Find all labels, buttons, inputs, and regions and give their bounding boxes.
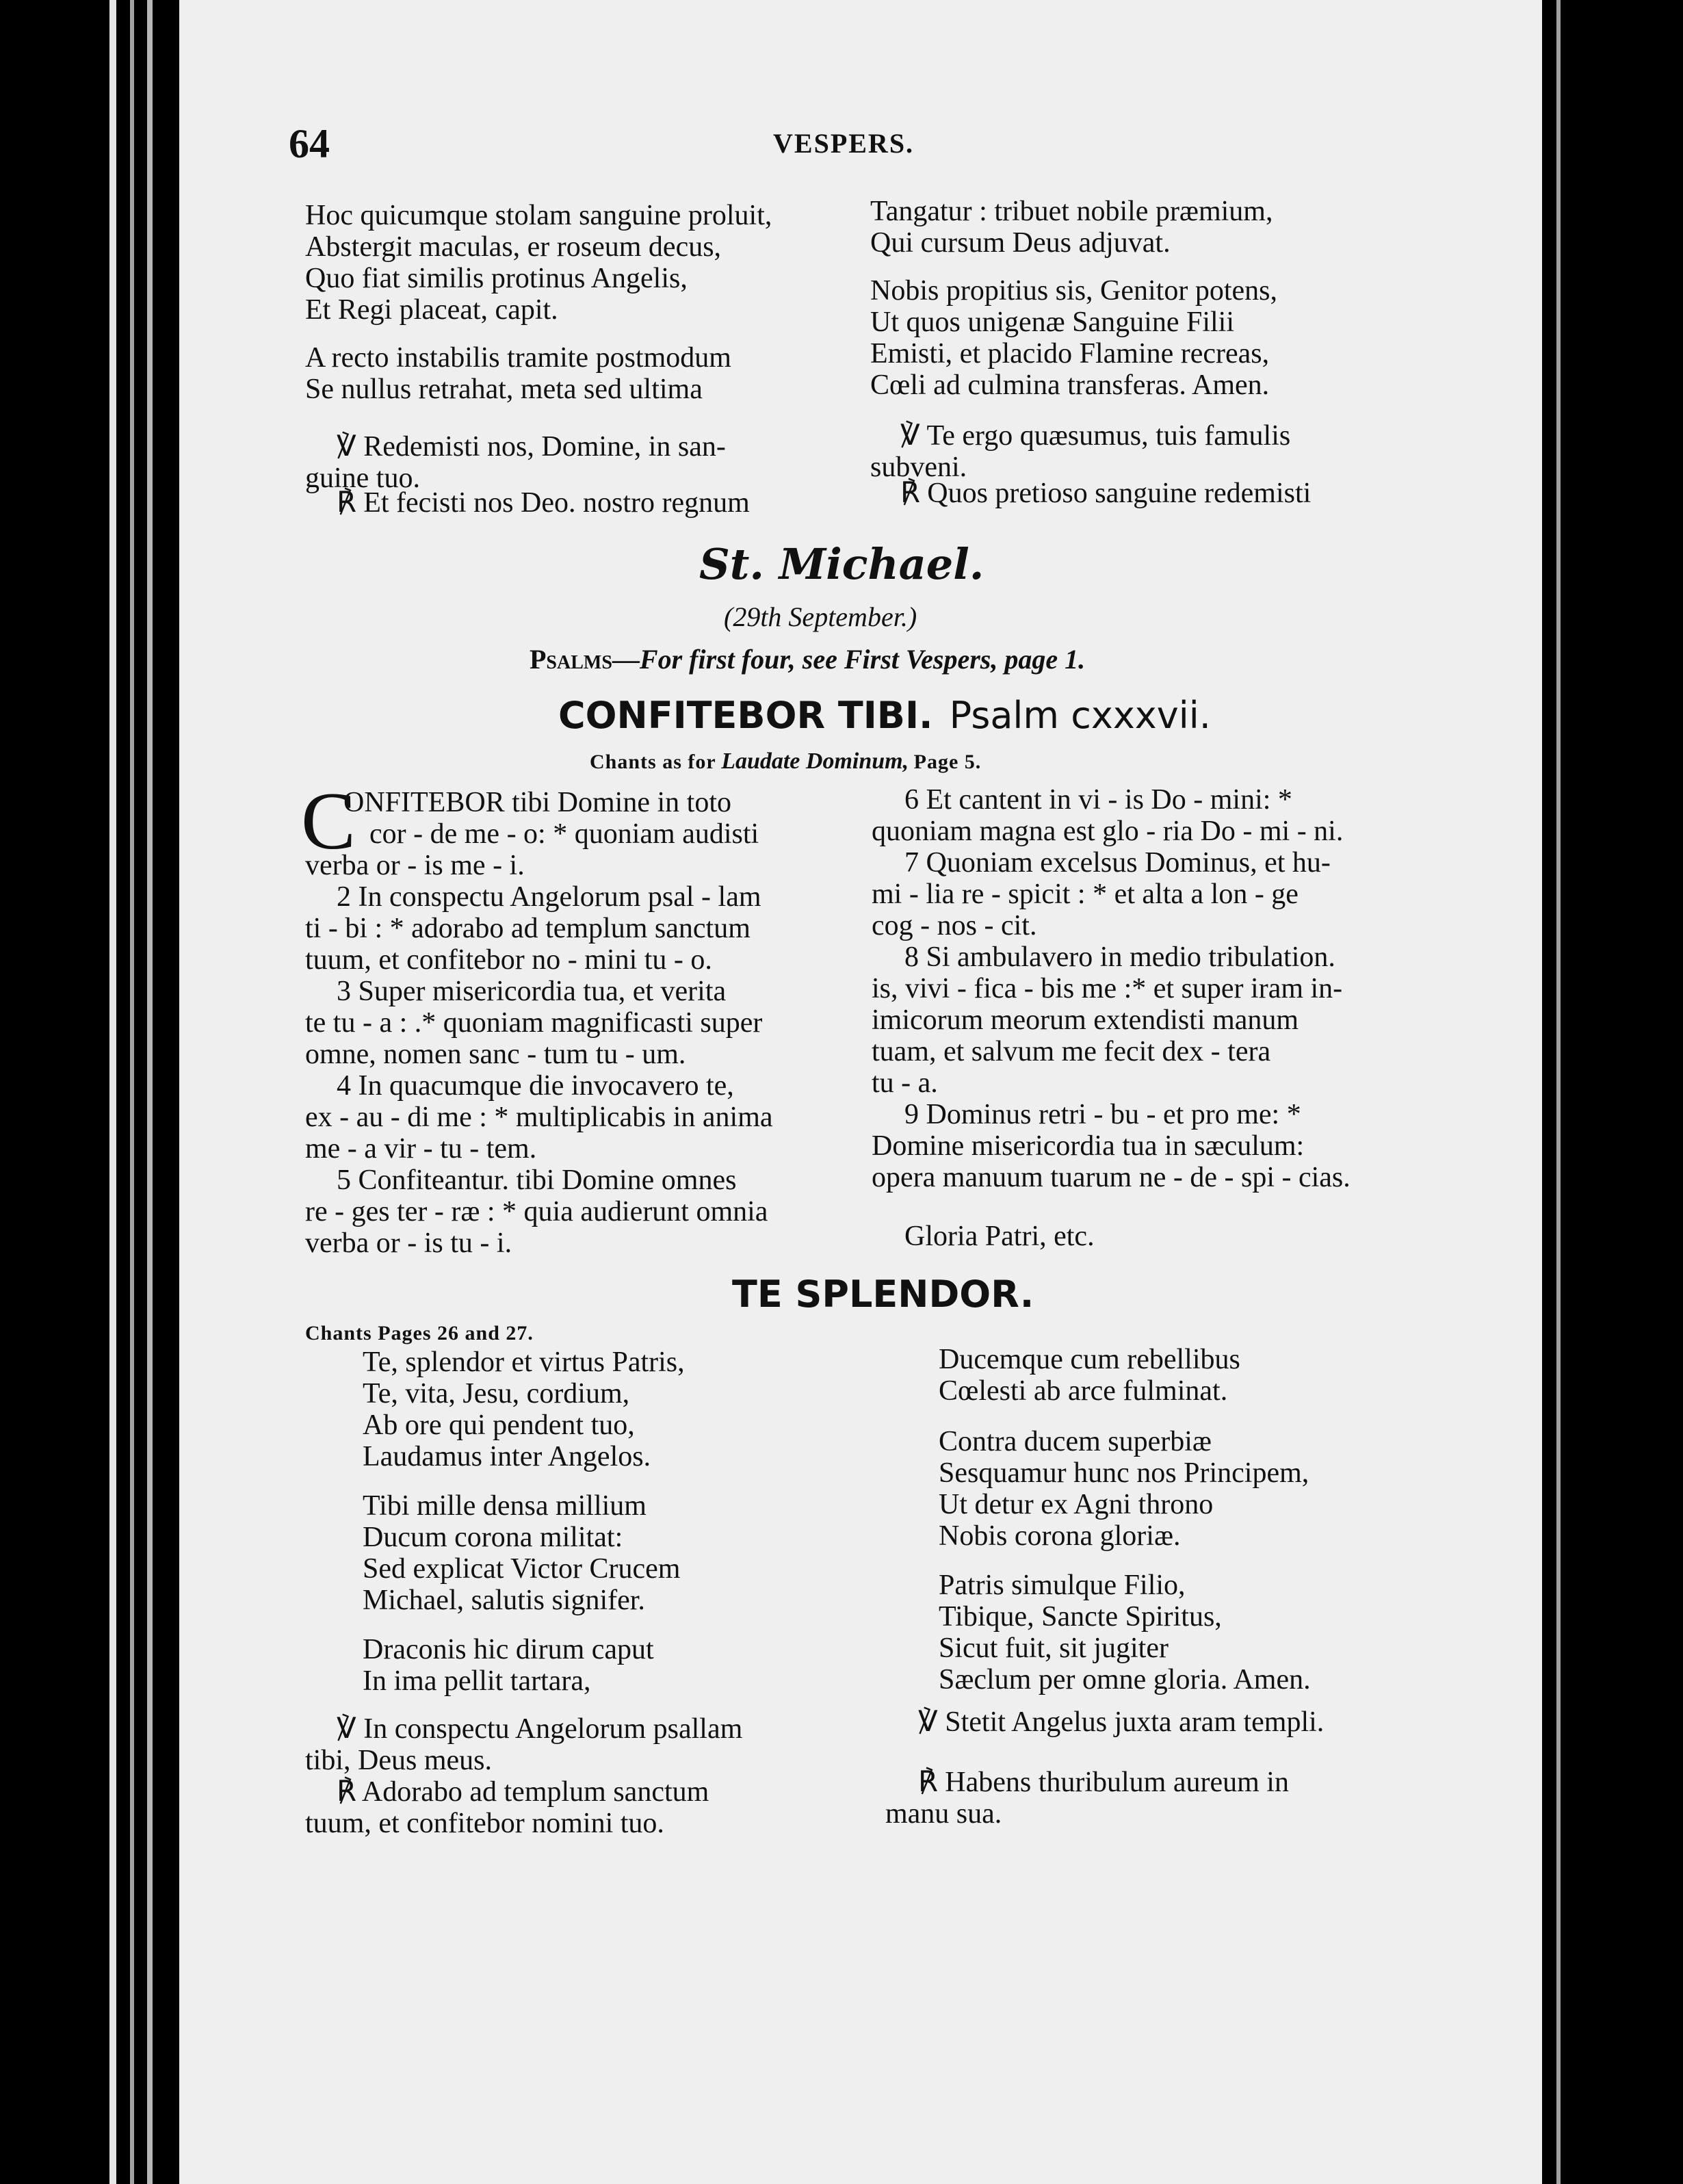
versicle-line: ℟ Quos pretioso sanguine redemisti <box>900 478 1312 509</box>
hymn-line: Tibique, Sancte Spiritus, <box>939 1601 1222 1633</box>
feast-date: (29th September.) <box>724 601 917 632</box>
psalm-line: cog - nos - cit. <box>872 910 1037 941</box>
psalm-heading: CONFITEBOR TIBI. <box>558 694 933 737</box>
psalm-line: 6 Et cantent in vi - is Do - mini: * <box>904 784 1292 816</box>
hymn-line: Sed explicat Victor Crucem <box>363 1553 681 1585</box>
psalm-heading-row <box>558 694 1211 737</box>
verse-line: Cœli ad culmina transferas. Amen. <box>870 369 1270 401</box>
hymn-chants-note: Chants Pages 26 and 27. <box>305 1322 534 1344</box>
page-edge-strip <box>1556 0 1561 2184</box>
psalm-line: opera manuum tuarum ne - de - spi - cias. <box>872 1162 1351 1193</box>
psalm-line: 2 In conspectu Angelorum psal - lam <box>337 881 761 913</box>
psalm-line: 3 Super misericordia tua, et verita <box>337 976 727 1007</box>
chants-page: Page 5. <box>913 751 982 773</box>
psalm-line: verba or - is me - i. <box>305 850 525 881</box>
hymn-line: Sicut fuit, sit jugiter <box>939 1633 1169 1664</box>
psalm-line: verba or - is tu - i. <box>305 1227 512 1259</box>
psalm-number: Psalm cxxxvii. <box>949 694 1211 737</box>
hymn-line: Te, splendor et virtus Patris, <box>363 1347 685 1378</box>
versicle-line: ℣ Te ergo quæsumus, tuis famulis <box>900 420 1291 452</box>
psalm-line: 7 Quoniam excelsus Dominus, et hu- <box>904 847 1331 879</box>
hymn-line: Sæclum per omne gloria. Amen. <box>939 1664 1311 1695</box>
verse-line: Abstergit maculas, er roseum decus, <box>305 231 722 263</box>
psalm-line: mi - lia re - spicit : * et alta a lon - ge <box>872 879 1299 910</box>
psalms-note-text: For first four, see First Vespers, page 1. <box>639 644 1086 675</box>
running-title: VESPERS. <box>773 128 915 159</box>
psalm-line: tuum, et confitebor no - mini tu - o. <box>305 944 712 976</box>
verse-line: Quo fiat similis protinus Angelis, <box>305 263 688 294</box>
psalm-line: 5 Confiteantur. tibi Domine omnes <box>337 1165 737 1196</box>
psalm-line: re - ges ter - ræ : * quia audierunt omnia <box>305 1196 768 1227</box>
psalm-line: 4 In quacumque die invocavero te, <box>337 1070 734 1102</box>
versicle-line: ℟ Et fecisti nos Deo. nostro regnum <box>337 487 750 519</box>
versicle-line: ℣ Stetit Angelus juxta aram templi. <box>918 1706 1325 1738</box>
psalm-line: quoniam magna est glo - ria Do - mi - ni. <box>872 816 1344 847</box>
psalm-line: Domine misericordia tua in sæculum: <box>872 1130 1305 1162</box>
psalm-line: imicorum meorum extendisti manum <box>872 1004 1299 1036</box>
chants-prefix: Chants as for <box>590 751 716 773</box>
verse-line: Nobis propitius sis, Genitor potens, <box>870 275 1277 307</box>
hymn-line: Tibi mille densa millium <box>363 1490 647 1522</box>
verse-line: A recto instabilis tramite postmodum <box>305 342 731 374</box>
versicle-line: guine tuo. <box>305 463 420 494</box>
chants-ref: Laudate Dominum, <box>721 749 909 774</box>
psalm-line: omne, nomen sanc - tum tu - um. <box>305 1039 686 1070</box>
page-edge-strip <box>130 0 134 2184</box>
hymn-line: Ut detur ex Agni throno <box>939 1489 1214 1520</box>
versicle-line: manu sua. <box>885 1798 1002 1830</box>
feast-title: St. Michael. <box>699 539 984 589</box>
versicle-line: ℟ Habens thuribulum aureum in <box>918 1767 1289 1798</box>
verse-line: Ut quos unigenæ Sanguine Filii <box>870 307 1235 338</box>
page-edge-strip <box>109 0 116 2184</box>
verse-line: Tangatur : tribuet nobile præmium, <box>870 196 1273 227</box>
psalm-line: cor - de me - o: * quoniam audisti <box>369 818 759 850</box>
psalm-line: te tu - a : .* quoniam magnificasti super <box>305 1007 763 1039</box>
versicle-line: ℣ Redemisti nos, Domine, in san- <box>337 431 726 463</box>
psalm-line: 9 Dominus retri - bu - et pro me: * <box>904 1099 1301 1130</box>
hymn-line: In ima pellit tartara, <box>363 1665 591 1697</box>
hymn-line: Cœlesti ab arce fulminat. <box>939 1375 1228 1407</box>
page-number: 64 <box>289 121 330 166</box>
psalm-line: is, vivi - fica - bis me :* et super iram in- <box>872 973 1343 1004</box>
gloria-line: Gloria Patri, etc. <box>904 1221 1095 1252</box>
psalm-line: 8 Si ambulavero in medio tribulation. <box>904 941 1335 973</box>
psalm-line: ti - bi : * adorabo ad templum sanctum <box>305 913 751 944</box>
hymn-heading: TE SPLENDOR. <box>732 1273 1034 1316</box>
hymn-line: Te, vita, Jesu, cordium, <box>363 1378 630 1409</box>
psalm-line: tuam, et salvum me fecit dex - tera <box>872 1036 1271 1067</box>
hymn-line: Michael, salutis signifer. <box>363 1585 645 1616</box>
hymn-line: Sesquamur hunc nos Principem, <box>939 1457 1309 1489</box>
psalm-line: ONFITEBOR tibi Domine in toto <box>343 787 731 818</box>
psalm-line: tu - a. <box>872 1067 938 1099</box>
versicle-line: tibi, Deus meus. <box>305 1745 492 1776</box>
versicle-line: subveni. <box>870 452 967 483</box>
verse-line: Et Regi placeat, capit. <box>305 294 558 326</box>
hymn-line: Patris simulque Filio, <box>939 1570 1186 1601</box>
hymn-line: Ducum corona militat: <box>363 1522 623 1553</box>
verse-line: Qui cursum Deus adjuvat. <box>870 227 1171 259</box>
hymn-line: Contra ducem superbiæ <box>939 1426 1212 1457</box>
hymn-line: Laudamus inter Angelos. <box>363 1441 651 1472</box>
psalm-chants-note <box>590 749 981 775</box>
psalm-line: me - a vir - tu - tem. <box>305 1133 537 1165</box>
versicle-line: ℟ Adorabo ad templum sanctum <box>337 1776 709 1808</box>
versicle-line: tuum, et confitebor nomini tuo. <box>305 1808 664 1839</box>
book-page <box>179 0 1542 2184</box>
verse-line: Hoc quicumque stolam sanguine proluit, <box>305 200 772 231</box>
hymn-line: Nobis corona gloriæ. <box>939 1520 1181 1552</box>
versicle-line: ℣ In conspectu Angelorum psallam <box>337 1713 743 1745</box>
psalms-prefix: Psalms— <box>530 644 640 675</box>
hymn-line: Draconis hic dirum caput <box>363 1634 654 1665</box>
psalms-note <box>530 643 1085 675</box>
drop-cap: C <box>301 775 356 866</box>
psalm-line: ex - au - di me : * multiplicabis in anima <box>305 1102 773 1133</box>
hymn-line: Ab ore qui pendent tuo, <box>363 1409 635 1441</box>
hymn-line: Ducemque cum rebellibus <box>939 1344 1240 1375</box>
verse-line: Se nullus retrahat, meta sed ultima <box>305 374 703 405</box>
verse-line: Emisti, et placido Flamine recreas, <box>870 338 1270 369</box>
page-edge-strip <box>147 0 153 2184</box>
